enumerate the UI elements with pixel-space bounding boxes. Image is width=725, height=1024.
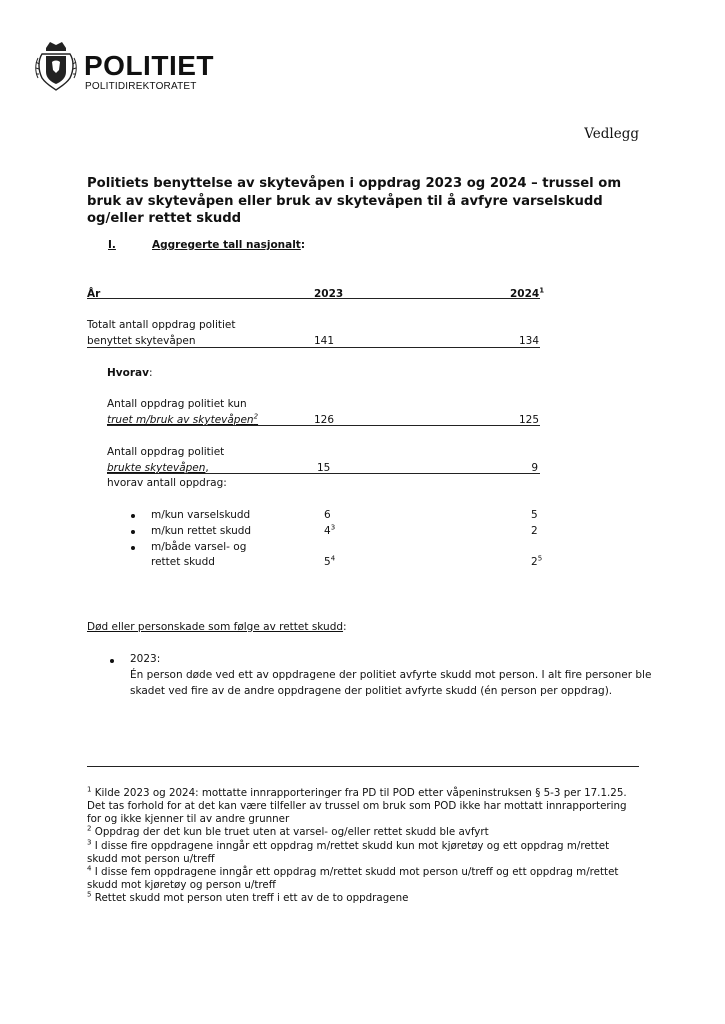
brukte-label-line2: brukte skytevåpen, bbox=[107, 462, 209, 474]
bullet-varsel-2024: 5 bbox=[531, 509, 538, 521]
section-number: I. bbox=[108, 239, 116, 251]
death-year: 2023: bbox=[130, 653, 161, 665]
bullet-rettet-2024: 2 bbox=[531, 525, 538, 537]
crest-icon bbox=[34, 40, 78, 94]
bullet-begge-2024: $2^5$ bbox=[531, 554, 543, 568]
brand-name: POLITIET bbox=[84, 50, 214, 81]
bullet-dot bbox=[110, 659, 114, 663]
brand-subtitle: POLITIDIREKTORATET bbox=[85, 81, 197, 92]
footnote-2: $^2$ Oppdrag der det kun ble truet uten at varsel- og/eller rettet skudd ble avfyrt bbox=[87, 824, 489, 838]
truet-label-line2: truet m/bruk av skytevåpen$^2$ bbox=[107, 412, 259, 426]
header-divider bbox=[87, 298, 540, 299]
footnote-3: $^3$ I disse fire oppdragene inngår ett oppdrag m/rettet skudd kun mot kjøretøy og ett oppdrag m/rettet skudd mot person u/treff bbox=[87, 838, 610, 865]
bullet-label-varsel: m/kun varselskudd bbox=[151, 509, 251, 521]
bullet-rettet-2023: $4^3$ bbox=[324, 523, 336, 537]
col-header-2024: 2024$^1$ bbox=[510, 286, 545, 300]
footnote-5: $^5$ Rettet skudd mot person uten treff i ett av de to oppdragene bbox=[87, 890, 409, 904]
total-divider bbox=[87, 347, 540, 348]
bullet-begge-2023: $5^4$ bbox=[324, 554, 336, 568]
bullet-dot bbox=[131, 530, 135, 534]
brukte-value-2024: 9 bbox=[531, 462, 538, 474]
document-title: Politiets benyttelse av skytevåpen i oppdrag 2023 og 2024 – trussel om bruk av skytevåpen eller bruk av skytevåpen til å avfyre varselskudd og/eller rettet skudd bbox=[87, 176, 622, 226]
bullet-label-rettet: m/kun rettet skudd bbox=[151, 525, 252, 537]
brukte-label-line3: hvorav antall oppdrag: bbox=[107, 477, 227, 489]
bullet-label-begge-line2: rettet skudd bbox=[151, 556, 215, 568]
police-crest-logo bbox=[34, 40, 78, 94]
total-value-2023: 141 bbox=[314, 335, 335, 347]
brukte-label-line1: Antall oppdrag politiet bbox=[107, 446, 225, 458]
truet-label-line1: Antall oppdrag politiet kun bbox=[107, 398, 247, 410]
death-text-line1: Én person døde ved ett av oppdragene der politiet avfyrte skudd mot person. I alt fire personer ble bbox=[130, 669, 652, 681]
bullet-varsel-2023: 6 bbox=[324, 509, 331, 521]
truet-value-2024: 125 bbox=[518, 414, 539, 426]
footnote-1: $^1$ Kilde 2023 og 2024: mottatte innrapporteringer fra PD til POD etter våpeninstruksen § 5-3 per 17.1.25. Det tas forhold for at det kan være tilfeller av trussel om bruk som POD ikke har mottatt innrapportering for og ikke kjenner til av andre grunner bbox=[87, 785, 627, 825]
bullet-dot bbox=[131, 514, 135, 518]
brukte-value-2023: 15 bbox=[317, 462, 331, 474]
truet-divider bbox=[107, 425, 540, 426]
bullet-label-begge-line1: m/både varsel- og bbox=[151, 541, 247, 553]
bullet-dot bbox=[131, 546, 135, 550]
attachment-label: Vedlegg bbox=[584, 126, 639, 142]
footnote-separator bbox=[87, 766, 639, 767]
col-label-year: År bbox=[87, 288, 101, 300]
truet-value-2023: 126 bbox=[314, 414, 335, 426]
hvorav-label: Hvorav: bbox=[107, 367, 153, 379]
section-title: Aggregerte tall nasjonalt: bbox=[152, 239, 306, 251]
footnote-4: $^4$ I disse fem oppdragene inngår ett oppdrag m/rettet skudd mot person u/treff og ett oppdrag m/rettet skudd mot kjøretøy og person u/treff bbox=[87, 864, 619, 891]
death-heading: Død eller personskade som følge av rettet skudd: bbox=[87, 621, 347, 633]
total-label-line2: benyttet skytevåpen bbox=[87, 335, 196, 347]
brukte-divider bbox=[107, 473, 540, 474]
death-text-line2: skadet ved fire av de andre oppdragene der politiet avfyrte skudd (én person per oppdrag). bbox=[130, 685, 613, 697]
total-value-2024: 134 bbox=[518, 335, 539, 347]
total-label-line1: Totalt antall oppdrag politiet bbox=[87, 319, 236, 331]
col-header-2023: 2023 bbox=[314, 288, 344, 300]
